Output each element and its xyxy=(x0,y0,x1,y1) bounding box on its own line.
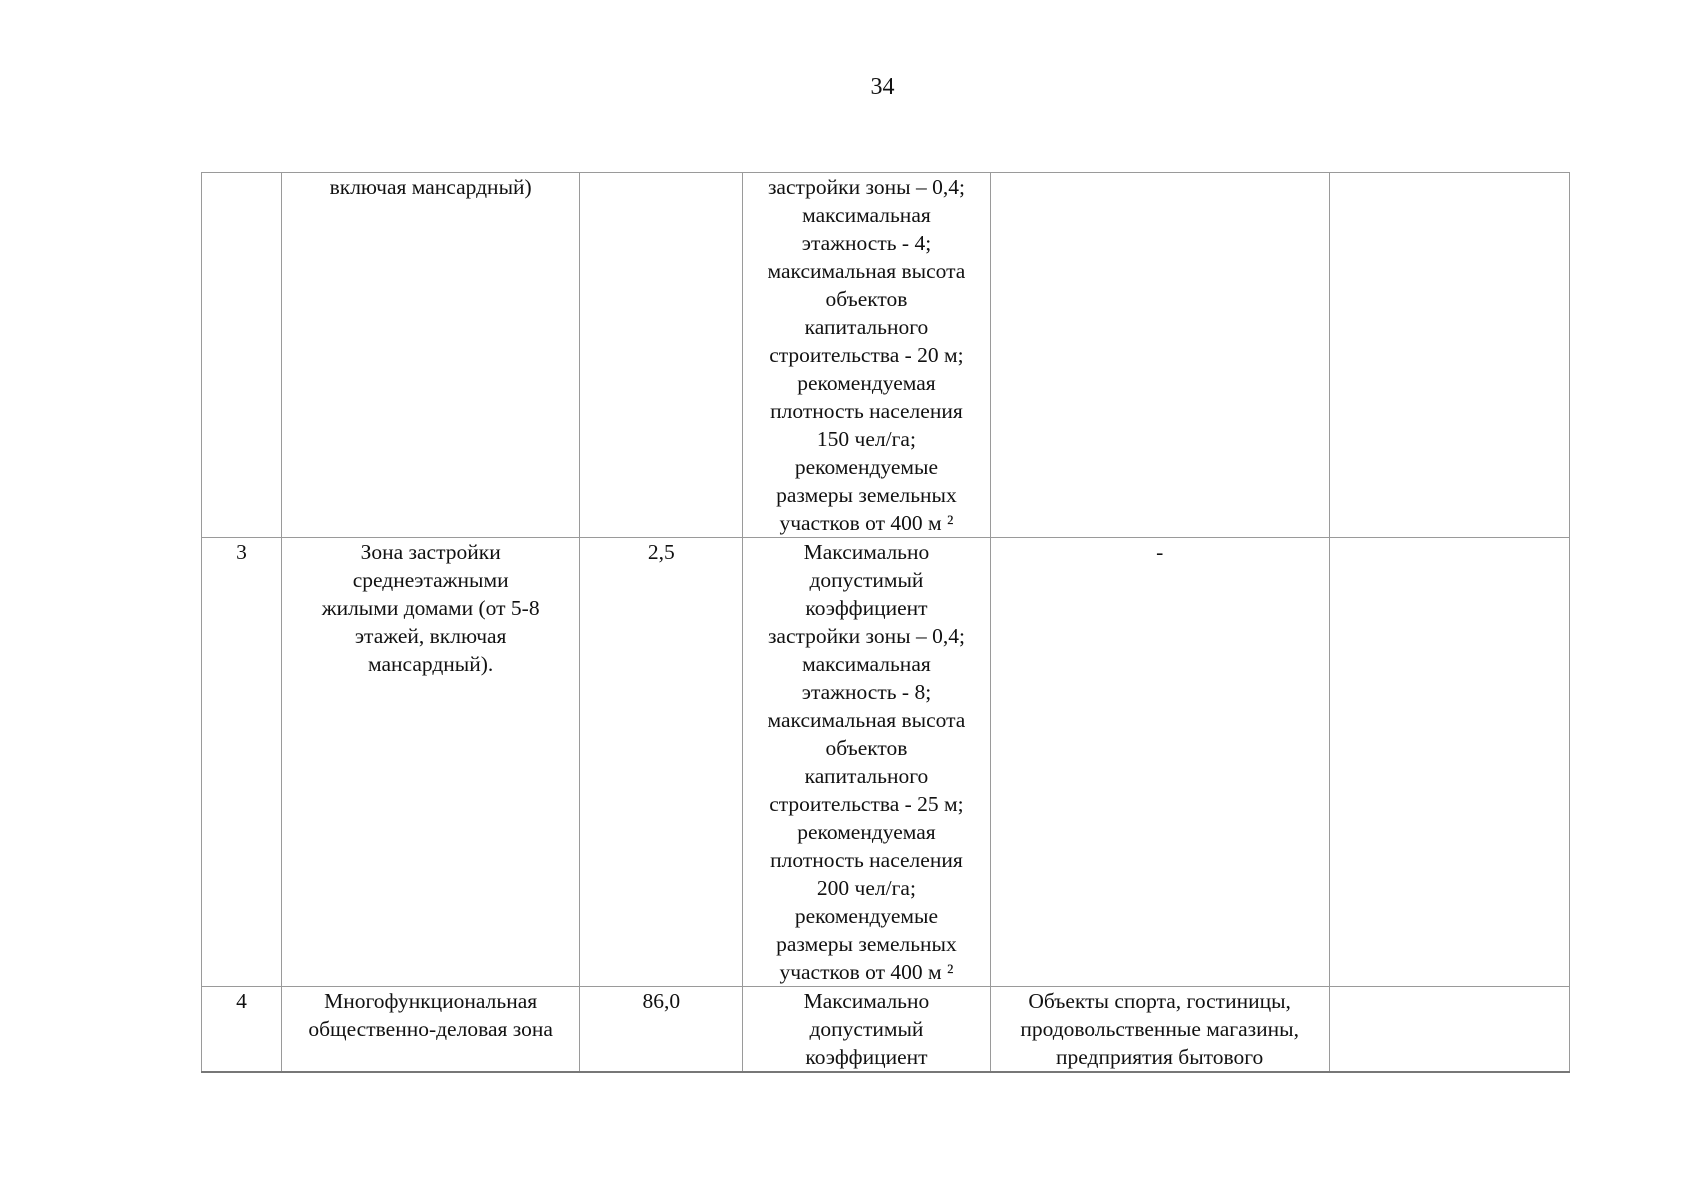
cell-parameters xyxy=(743,987,990,1073)
cell-area-text: 86,0 xyxy=(642,989,681,1013)
cell-number xyxy=(202,173,282,538)
cell-extra xyxy=(1329,538,1569,987)
cell-number-text: 3 xyxy=(236,540,247,564)
cell-zone-name-text: Зона застройки среднеэтажными жилыми домами (от 5-8 этажей, включая мансардный). xyxy=(321,540,540,676)
cell-parameters xyxy=(743,538,990,987)
cell-area-text: 2,5 xyxy=(647,540,675,564)
table-row xyxy=(202,987,1570,1073)
cell-extra xyxy=(1329,173,1569,538)
cell-objects-text: - xyxy=(1156,540,1164,564)
cell-extra xyxy=(1329,987,1569,1073)
cell-zone-name xyxy=(282,173,580,538)
cell-objects xyxy=(990,987,1329,1073)
cell-parameters-text: Максимально допустимый коэффициент застройки зоны – 0,4; максимальная этажность - 8; максимальная высота объектов капитального строительства - 25 м; рекомендуемая плотность населения 200 чел/га; рекомендуемые размеры земельных участков от 400 м ² xyxy=(767,540,966,984)
cell-zone-name-text: включая мансардный) xyxy=(329,175,532,199)
cell-number xyxy=(202,538,282,987)
cell-area xyxy=(580,987,743,1073)
cell-area xyxy=(580,173,743,538)
cell-zone-name xyxy=(282,987,580,1073)
cell-objects xyxy=(990,538,1329,987)
cell-zone-name xyxy=(282,538,580,987)
cell-zone-name-text: Многофункциональная общественно-деловая зона xyxy=(308,989,553,1041)
table-row xyxy=(202,538,1570,987)
cell-objects-text: Объекты спорта, гостиницы, продовольственные магазины, предприятия бытового xyxy=(1020,989,1299,1069)
cell-number xyxy=(202,987,282,1073)
cell-parameters xyxy=(743,173,990,538)
table-row xyxy=(202,173,1570,538)
cell-parameters-text: Максимально допустимый коэффициент xyxy=(803,989,930,1069)
cell-area xyxy=(580,538,743,987)
zoning-table xyxy=(201,172,1570,1073)
cell-objects xyxy=(990,173,1329,538)
page-number: 34 xyxy=(870,74,895,100)
cell-parameters-text: застройки зоны – 0,4; максимальная этажность - 4; максимальная высота объектов капитального строительства - 20 м; рекомендуемая плотность населения 150 чел/га; рекомендуемые размеры земельных участков от 400 м ² xyxy=(767,175,966,535)
cell-number-text: 4 xyxy=(236,989,247,1013)
